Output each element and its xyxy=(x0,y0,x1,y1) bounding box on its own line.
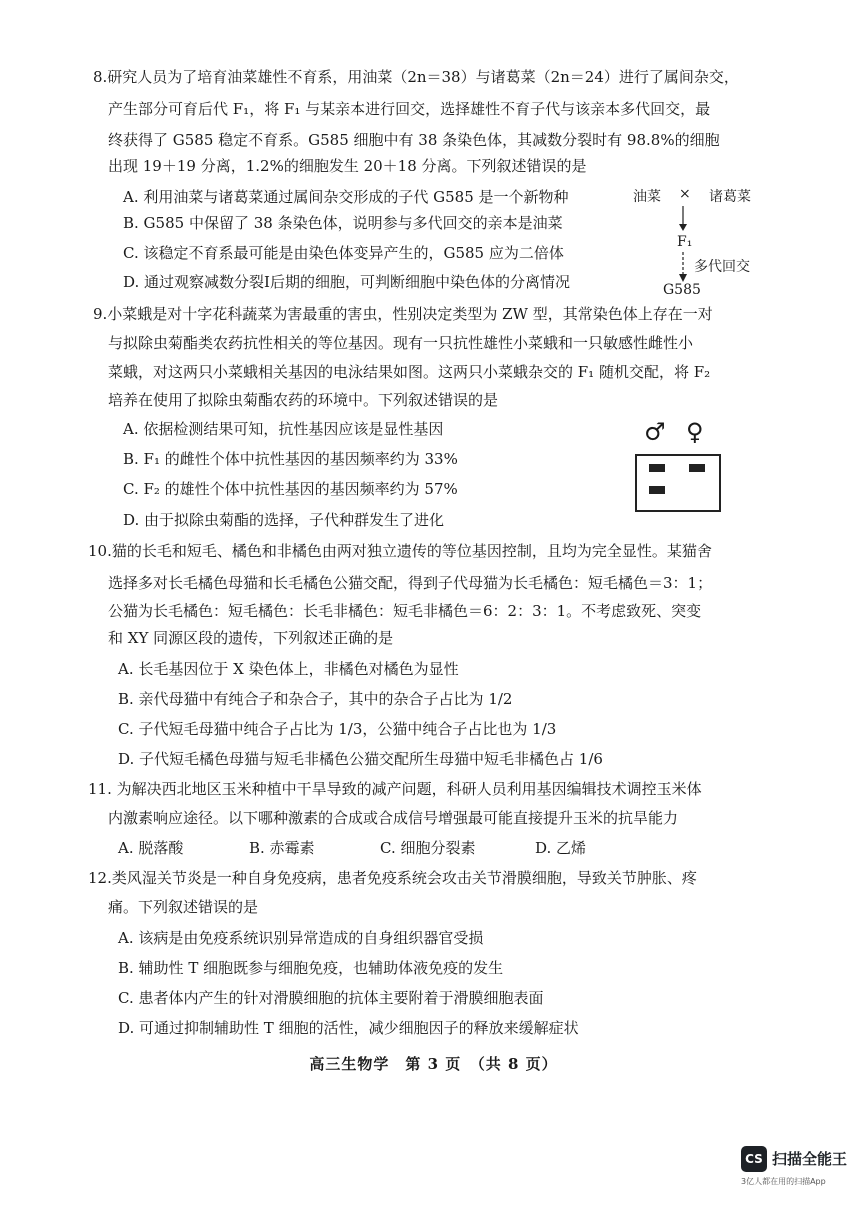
parent-rapeseed-label: 油菜 xyxy=(633,189,661,205)
q10-stem-line-1: 10.猫的长毛和短毛、橘色和非橘色由两对独立遗传的等位基因控制，且均为完全显性。某猫舍 xyxy=(88,542,712,560)
q11-option-a: A. 脱落酸 xyxy=(118,839,184,857)
q9-stem-line-1: 9.小菜蛾是对十字花科蔬菜为害最重的害虫，性别决定类型为 ZW 型，其常染色体上存在一对 xyxy=(93,305,713,323)
backcross-label: 多代回交 xyxy=(694,259,750,275)
gel-band xyxy=(649,464,665,472)
q9-option-b: B. F₁ 的雌性个体中抗性基因的基因频率约为 33% xyxy=(123,450,458,468)
q10-stem-line-2: 选择多对长毛橘色母猫和长毛橘色公猫交配，得到子代母猫为长毛橘色：短毛橘色＝3：1； xyxy=(108,574,713,592)
gel-box xyxy=(635,454,721,512)
q12-stem-line-1: 12.类风湿关节炎是一种自身免疫病，患者免疫系统会攻击关节滑膜细胞，导致关节肿胀、疼 xyxy=(88,869,697,887)
q9-option-d: D. 由于拟除虫菊酯的选择，子代种群发生了进化 xyxy=(123,511,445,529)
q11-stem-line-1: 11. 为解决西北地区玉米种植中干旱导致的减产问题，科研人员利用基因编辑技术调控玉米体 xyxy=(88,780,702,798)
male-symbol: ♂ xyxy=(644,418,666,446)
q8-stem-line-2: 产生部分可育后代 F₁，将 F₁ 与某亲本进行回交，选择雄性不育子代与该亲本多代回交，最 xyxy=(108,100,711,118)
camscanner-logo-icon: CS xyxy=(741,1146,767,1172)
q8-option-a: A. 利用油菜与诸葛菜通过属间杂交形成的子代 G585 是一个新物种 xyxy=(123,188,569,206)
q10-stem-line-3: 公猫为长毛橘色：短毛橘色：长毛非橘色：短毛非橘色＝6：2：3：1。不考虑致死、突变 xyxy=(108,602,702,620)
q10-option-c: C. 子代短毛母猫中纯合子占比为 1/3，公猫中纯合子占比也为 1/3 xyxy=(118,720,557,738)
q9-stem-line-3: 菜蛾，对这两只小菜蛾相关基因的电泳结果如图。这两只小菜蛾杂交的 F₁ 随机交配，将 F₂ xyxy=(108,363,711,381)
q11-stem-line-2: 内激素响应途径。以下哪种激素的合成或合成信号增强最可能直接提升玉米的抗旱能力 xyxy=(108,809,679,827)
scanner-watermark xyxy=(741,1146,861,1191)
q8-option-d: D. 通过观察减数分裂Ⅰ后期的细胞，可判断细胞中染色体的分离情况 xyxy=(123,273,570,291)
q12-option-b: B. 辅助性 T 细胞既参与细胞免疫，也辅助体液免疫的发生 xyxy=(118,959,504,977)
gel-band xyxy=(689,464,705,472)
q12-stem-line-2: 痛。下列叙述错误的是 xyxy=(108,898,259,916)
q11-option-b: B. 赤霉素 xyxy=(249,839,315,857)
q8-stem-line-4: 出现 19＋19 分离，1.2%的细胞发生 20＋18 分离。下列叙述错误的是 xyxy=(108,157,587,175)
cross-symbol: × xyxy=(679,186,691,202)
q10-option-a: A. 长毛基因位于 X 染色体上，非橘色对橘色为显性 xyxy=(118,660,459,678)
q9-stem-line-4: 培养在使用了拟除虫菊酯农药的环境中。下列叙述错误的是 xyxy=(108,391,499,409)
q12-option-c: C. 患者体内产生的针对滑膜细胞的抗体主要附着于滑膜细胞表面 xyxy=(118,989,544,1007)
q11-option-c: C. 细胞分裂素 xyxy=(380,839,476,857)
q9-option-c: C. F₂ 的雄性个体中抗性基因的基因频率约为 57% xyxy=(123,480,458,498)
q8-stem-line-1: 8.研究人员为了培育油菜雄性不育系，用油菜（2n＝38）与诸葛菜（2n＝24）进行了属间杂交， xyxy=(93,68,739,86)
f1-label: F₁ xyxy=(677,234,693,250)
q12-option-d: D. 可通过抑制辅助性 T 细胞的活性，减少细胞因子的释放来缓解症状 xyxy=(118,1019,579,1037)
parent-orychophragmus-label: 诸葛菜 xyxy=(709,189,751,205)
g585-label: G585 xyxy=(663,282,701,298)
q12-option-a: A. 该病是由免疫系统识别异常造成的自身组织器官受损 xyxy=(118,929,484,947)
gel-band xyxy=(649,486,665,494)
q10-option-d: D. 子代短毛橘色母猫与短毛非橘色公猫交配所生母猫中短毛非橘色占 1/6 xyxy=(118,750,603,768)
q8-stem-line-3: 终获得了 G585 稳定不育系。G585 细胞中有 38 条染色体，其减数分裂时有 98.8%的细胞 xyxy=(108,131,720,149)
q10-option-b: B. 亲代母猫中有纯合子和杂合子，其中的杂合子占比为 1/2 xyxy=(118,690,513,708)
q8-option-b: B. G585 中保留了 38 条染色体，说明参与多代回交的亲本是油菜 xyxy=(123,214,563,232)
q11-option-d: D. 乙烯 xyxy=(535,839,587,857)
q9-stem-line-2: 与拟除虫菊酯类农药抗性相关的等位基因。现有一只抗性雄性小菜蛾和一只敏感性雌性小 xyxy=(108,334,694,352)
female-symbol: ♀ xyxy=(686,418,704,446)
q10-stem-line-4: 和 XY 同源区段的遗传，下列叙述正确的是 xyxy=(108,629,394,647)
watermark-app-name: 扫描全能王 xyxy=(772,1150,848,1168)
q8-option-c: C. 该稳定不育系最可能是由染色体变异产生的，G585 应为二倍体 xyxy=(123,244,564,262)
q9-option-a: A. 依据检测结果可知，抗性基因应该是显性基因 xyxy=(123,420,444,438)
watermark-tagline: 3亿人都在用的扫描App xyxy=(741,1177,826,1186)
page-footer: 高三生物学 第 3 页 （共 8 页） xyxy=(309,1055,558,1073)
